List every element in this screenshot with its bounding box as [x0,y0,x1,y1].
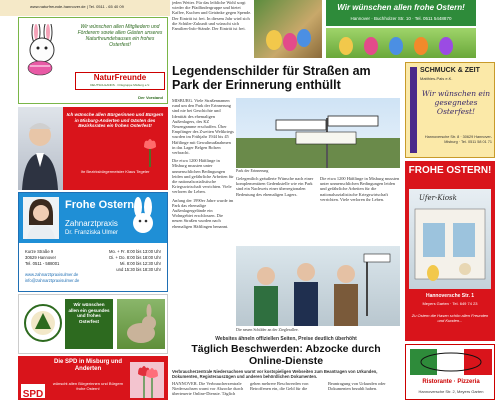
schmuck-greeting: Wir wünschen ein gesegnetes Osterfest! [421,89,491,116]
zahnarzt-hours2: Di. + Do. 8:00 bis 18:00 Uhr [109,255,161,260]
restaurant-logo-icon [410,349,492,375]
club-crest-icon [23,301,63,347]
bunny-small [123,197,163,239]
article-col3 [320,176,400,246]
bunny-illustration [22,24,72,76]
article-text3: Anfang der 1990er Jahre wurde im Park das ehemalige Außenlagergelände ein Wohngebiet erschlossen. Die neuen Straßen wurden nach ehemaligen Häftlingen benannt. [172,197,234,229]
people-photo [236,246,400,326]
eggs-strip [326,28,476,58]
ilg-ad [18,294,168,354]
schmuck-ad [405,62,495,158]
presse-sub: Verbraucherzentrale Niedersachsen warnt vor kostspieligen Webseiten zum Beantragen von Urkunden, Dokumenten, Registerauszügen und anderen behördlichen Dokumenten. [172,369,378,379]
ilg-greeting: Wir wünschen allen ein gesundes und frohes Osterfest [68,302,110,324]
zahnarzt-doctor: Dr. Franziska Ulmer [65,230,119,236]
street-sign-photo [236,98,400,168]
presse-kicker: Websites ähneln offiziellen Seiten, Preise deutlich überhöht [215,336,357,342]
bunny-photo-icon [117,299,165,349]
spd-tulips [130,362,164,398]
bezirk-sign: Ihr Bezirksbürgermeister Klaus Tegeler [80,169,150,174]
ilg-bunny-photo [117,299,165,349]
people-group-icon [236,246,400,326]
right-ad-addr: Hannover · Buchholzer Str. 10 · Tel. 0511 5448870 [350,16,452,21]
right-top-ad [326,0,476,26]
zahnarzt-web[interactable]: www.zahnarztpraxisulmer.de [25,272,79,277]
article-col2 [236,176,316,246]
ristorante-ad [405,344,495,400]
schmuck-bar [410,67,417,153]
schmuck-addr: Hannoversche Str. 8 · 30629 Hannover-Misburg · Tel. 0511 58 01 71 [424,135,492,144]
kiosk-name: Ufer-Kiosk [419,194,457,202]
spd-header: Die SPD in Misburg und Anderten [53,359,122,372]
left-ad-tag: www.naturfreunde-hannover.de | Tel. 0511 - 65 40 09 [30,4,124,9]
article-text1: MISBURG. Viele Straßennamen rund um den Park der Erinnerung sind nie bei Geschichte und Identität des ehemaligen Außenlagers, des KZ Neuengamme erschaffen. Über Empfänger des Zweiten Weltkriegs wurden im Frühjahr 1944 bis 45 Häftlinge mit Gewaltmaßnahmen in das Lager Belgen Bolsen verbracht. [172,98,234,156]
spd-ad [18,356,168,400]
zahnarzt-addr1: Kurze Straße 9 [25,249,54,254]
bezirk-ad [18,107,168,190]
kiosk-storefront-icon [409,189,491,289]
zahnarzt-tel: Tel. 0511 - 588001 [25,261,60,266]
ristorante-logo [410,349,492,375]
ilg-logo [23,301,63,347]
zahnarzt-hours1: Mo. + Fr. 8:00 bis 13:00 Uhr [108,249,161,254]
left-top-strip [0,0,170,16]
schmuck-title: SCHMUCK & ZEIT [420,67,480,74]
tulip-icon [130,362,164,398]
ristorante-name: Ristorante · Pizzeria [422,379,480,385]
naturfreunde-greeting: Wir wünschen allen Mitgliedern und Förderern sowie allen Gästen unseres Naturfreundehauses ein frohes Osterfest! [77,24,163,48]
spd-badge: SPD [22,389,44,400]
bezirk-greeting: Ich wünsche allen Bürgerinnen und Bürgern in Misburg-Anderten und Gästen des Bezirksrates ein frohes Osterfest! [66,112,164,129]
spd-text: wünscht allen Bürgerinnen und Bürgern frohe Ostern! [52,381,124,391]
bezirk-tulips [136,137,166,167]
kiosk-title: FROHE OSTERN! [408,165,492,176]
zahnarzt-hours3: Mi. 8:00 bis 12:30 Uhr [120,261,161,266]
naturfreunde-logo-sub: DEUTSCHLANDS · Ortsgruppe Misburg e.V. [90,83,150,87]
right-ad-title: Wir wünschen allen frohe Ostern! [337,3,465,12]
top-text: jeden Wetter. Für das leibliche Wohl sorgt wieder die Pfadfindergruppe und bietet Kaffee, Kuchen und Getränke gegen Spende. Der Eintritt ist frei. In diesem Jahr wird sich die Schüler-Zukunft und wünscht sich Familien-Info-Stände. Der Eintritt ist frei. [172,0,252,32]
bunny-icon [123,197,163,239]
article-text4b: Die etwa 1200 Häftlinge in Misburg mussten unter unmenschlichen Bedingungen leiden und gefährliche Arbeiten für die nationalsozialistische Kriegswirtschaft verrichten. Viele verloren ihr Leben. [320,176,400,202]
ilg-greeting-box [65,299,113,349]
easter-bunny-icon [22,24,72,76]
article-headline-text: Legendenschilder für Straßen am Park der Erinnerung enthüllt [172,64,371,92]
naturfreunde-logo [75,72,165,90]
naturfreunde-ad [18,17,168,104]
top-text-tail [172,0,252,60]
article-headline [172,64,400,94]
spd-logo [21,384,45,398]
top-photo [254,0,322,58]
article-text2: Die etwa 1200 Häftlinge in Misburg mussten unter unmenschlichen Bedingungen leiden und gefährliche Arbeiten für die nationalsozialistische Kriegswirtschaft verrichten. Viele verloren ihr Leben. [172,158,234,195]
zahnarzt-practice: Zahnarztpraxis [65,219,118,228]
zahnarzt-hours4: und 15:30 bis 18:30 Uhr [116,267,161,272]
kiosk-photo [409,189,491,289]
eggs-row-icon [326,28,476,58]
presse-section [172,336,400,400]
article-col1 [172,98,234,336]
kiosk-ad [405,161,495,341]
ristorante-addr: Hannoversche Str. 2, Meyers Garten [418,389,484,394]
street-sign-icon [236,98,400,168]
zahnarzt-addr2: 30629 Hannover [25,255,56,260]
zahnarzt-mail[interactable]: info@zahnarztpraxisulmer.de [25,278,80,283]
kiosk-greet: Zu Ostern die Hasen schön allen Freunden und Kunden... [411,313,489,323]
naturfreunde-logo-text: NaturFreunde [93,73,147,82]
tulip-icon [136,137,166,167]
portrait-man-icon [18,107,63,190]
presse-text: HANNOVER. Die Verbraucherzentrale Niedersachsen warnt vor Abzocke durch überteuerte Online-Dienste. Täglich gehen mehrere Beschwerden von Betroffenen ein, die Geld für die Beantragung von Urkunden oder Dokumenten bezahlt haben. [172,381,386,397]
easter-eggs-photo-icon [254,0,322,58]
naturfreunde-footer: Der Vorstand [138,95,163,100]
presse-headline: Täglich Beschwerden: Abzocke durch Online-Dienste [191,343,381,367]
zahnarzt-ad [18,192,168,292]
portrait-woman-icon [23,197,59,239]
zahnarzt-banner [19,193,168,243]
schmuck-sub: Matthies-Pais e.K. [420,76,453,81]
bezirk-portrait [18,107,63,190]
article-cap-park: Park der Erinnerung [236,168,269,173]
kiosk-addr: Hannoversche Str. 1 [425,293,475,299]
article-text4: Gelegentlich geäußerte Wünsche nach einer komplementären Gedenkstelle wie ein Park sind ein Nachweis einer überregionalen Bedeutung des ehemaligen Lagers. [236,176,314,197]
kiosk-addr2: Meyers Garten · Tel. 649 74 23 [422,301,478,306]
zahnarzt-photo [23,197,59,239]
article-cap-sign: Die neuen Schilder an der Zieglerallee. [236,327,299,332]
zahnarzt-title: Frohe Ostern [65,199,135,211]
